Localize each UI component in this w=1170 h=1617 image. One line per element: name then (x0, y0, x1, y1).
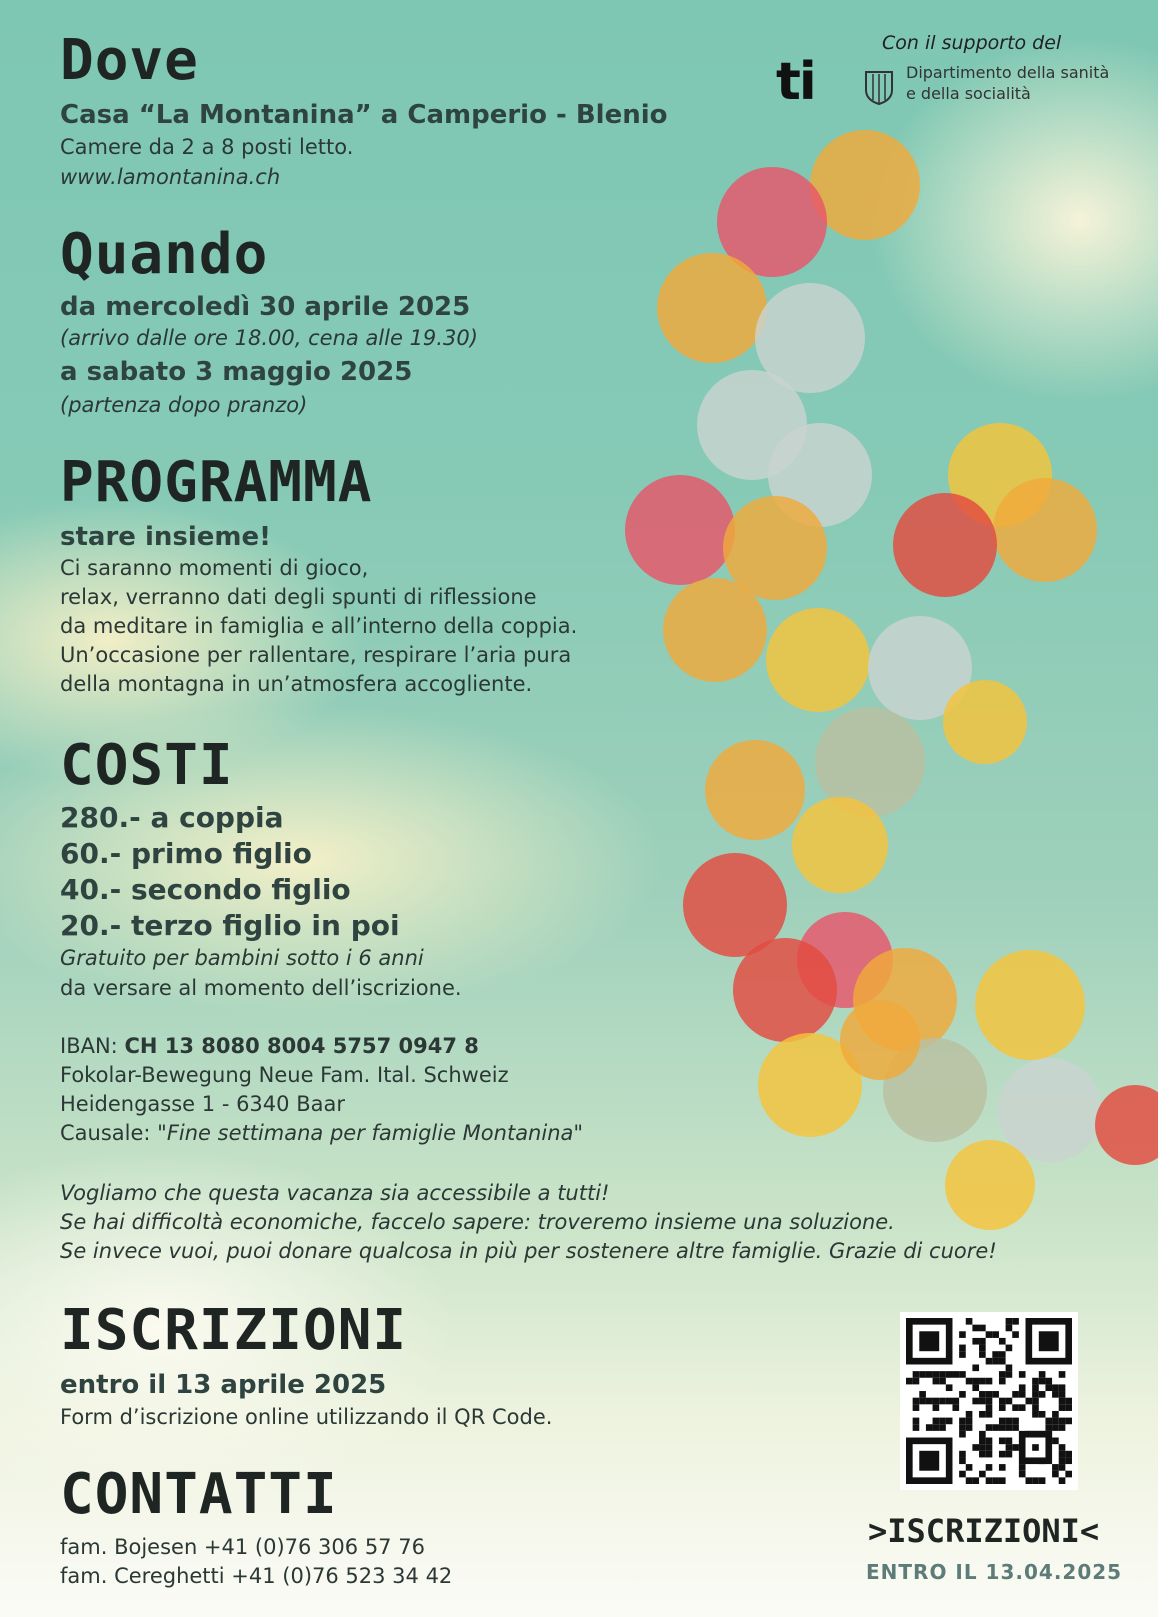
programma-line: Un’occasione per rallentare, respirare l’aria pura (60, 643, 572, 667)
quando-from-note: (arrivo dalle ore 18.00, cena alle 19.30) (60, 326, 478, 350)
watercolor-dot (1095, 1085, 1158, 1165)
qr-deadline: ENTRO IL 13.04.2025 (866, 1560, 1123, 1584)
account-holder: Fokolar-Bewegung Neue Fam. Ital. Schweiz (60, 1063, 509, 1087)
quando-to-note: (partenza dopo pranzo) (60, 393, 308, 417)
dove-heading: Dove (60, 28, 199, 93)
payment-note: da versare al momento dell’iscrizione. (60, 976, 462, 1000)
iscrizioni-note: Form d’iscrizione online utilizzando il QR Code. (60, 1405, 553, 1429)
support-lead: Con il supporto del (882, 32, 1062, 54)
iscrizioni-deadline: entro il 13 aprile 2025 (60, 1370, 387, 1400)
quando-from: da mercoledì 30 aprile 2025 (60, 292, 471, 322)
watercolor-dot (657, 253, 767, 363)
programma-subtitle: stare insieme! (60, 522, 271, 552)
programma-line: della montagna in un’atmosfera accogliente. (60, 672, 533, 696)
watercolor-dot (998, 1058, 1102, 1162)
watercolor-dot (975, 950, 1085, 1060)
watercolor-dot (625, 475, 735, 585)
programma-line: relax, verranno dati degli spunti di riflessione (60, 585, 537, 609)
watercolor-dot (663, 578, 767, 682)
qr-code-icon (900, 1312, 1078, 1490)
contact-line: fam. Cereghetti +41 (0)76 523 34 42 (60, 1564, 453, 1588)
qr-code[interactable] (900, 1312, 1078, 1490)
watercolor-dot (993, 478, 1097, 582)
qr-caption: >ISCRIZIONI< (868, 1512, 1100, 1550)
department-name: Dipartimento della sanità e della socialità (906, 63, 1110, 103)
programma-heading: PROGRAMMA (60, 450, 373, 515)
watercolor-dot (705, 740, 805, 840)
programma-line: da meditare in famiglia e all’interno della coppia. (60, 614, 578, 638)
watercolor-dot (943, 680, 1027, 764)
iban-value: CH 13 8080 8004 5757 0947 8 (124, 1034, 479, 1058)
iscrizioni-heading: ISCRIZIONI (60, 1298, 408, 1363)
causale-value: "Fine settimana per famiglie Montanina" (157, 1121, 584, 1145)
appeal-line: Vogliamo che questa vacanza sia accessibile a tutti! (60, 1181, 610, 1205)
causale: Causale: "Fine settimana per famiglie Montanina" (60, 1121, 584, 1145)
account-address: Heidengasse 1 - 6340 Baar (60, 1092, 345, 1116)
appeal-line: Se invece vuoi, puoi donare qualcosa in più per sostenere altre famiglie. Grazie di cuore! (60, 1239, 997, 1263)
watercolor-dot (945, 1140, 1035, 1230)
dove-place: Casa “La Montanina” a Camperio - Blenio (60, 100, 668, 130)
watercolor-dot (766, 608, 870, 712)
costi-heading: COSTI (60, 733, 234, 798)
cost-item: 60.- primo figlio (60, 837, 312, 870)
contact-line: fam. Bojesen +41 (0)76 306 57 76 (60, 1535, 425, 1559)
watercolor-dot (840, 1000, 920, 1080)
cost-item: 20.- terzo figlio in poi (60, 909, 400, 942)
cost-item: 40.- secondo figlio (60, 873, 351, 906)
watercolor-dot (733, 938, 837, 1042)
dove-website[interactable]: www.lamontanina.ch (60, 165, 281, 189)
canton-shield-icon (864, 70, 894, 106)
ticino-logo: ti (776, 52, 815, 112)
watercolor-dot (792, 797, 888, 893)
iban: IBAN: CH 13 8080 8004 5757 0947 8 (60, 1034, 479, 1058)
watercolor-dot (893, 493, 997, 597)
appeal-line: Se hai difficoltà economiche, faccelo sapere: troveremo insieme una soluzione. (60, 1210, 895, 1234)
programma-line: Ci saranno momenti di gioco, (60, 556, 369, 580)
contatti-heading: CONTATTI (60, 1462, 338, 1527)
free-note: Gratuito per bambini sotto i 6 anni (60, 946, 424, 970)
quando-to: a sabato 3 maggio 2025 (60, 357, 413, 387)
dove-rooms: Camere da 2 a 8 posti letto. (60, 135, 354, 159)
cost-item: 280.- a coppia (60, 801, 284, 834)
quando-heading: Quando (60, 222, 269, 287)
